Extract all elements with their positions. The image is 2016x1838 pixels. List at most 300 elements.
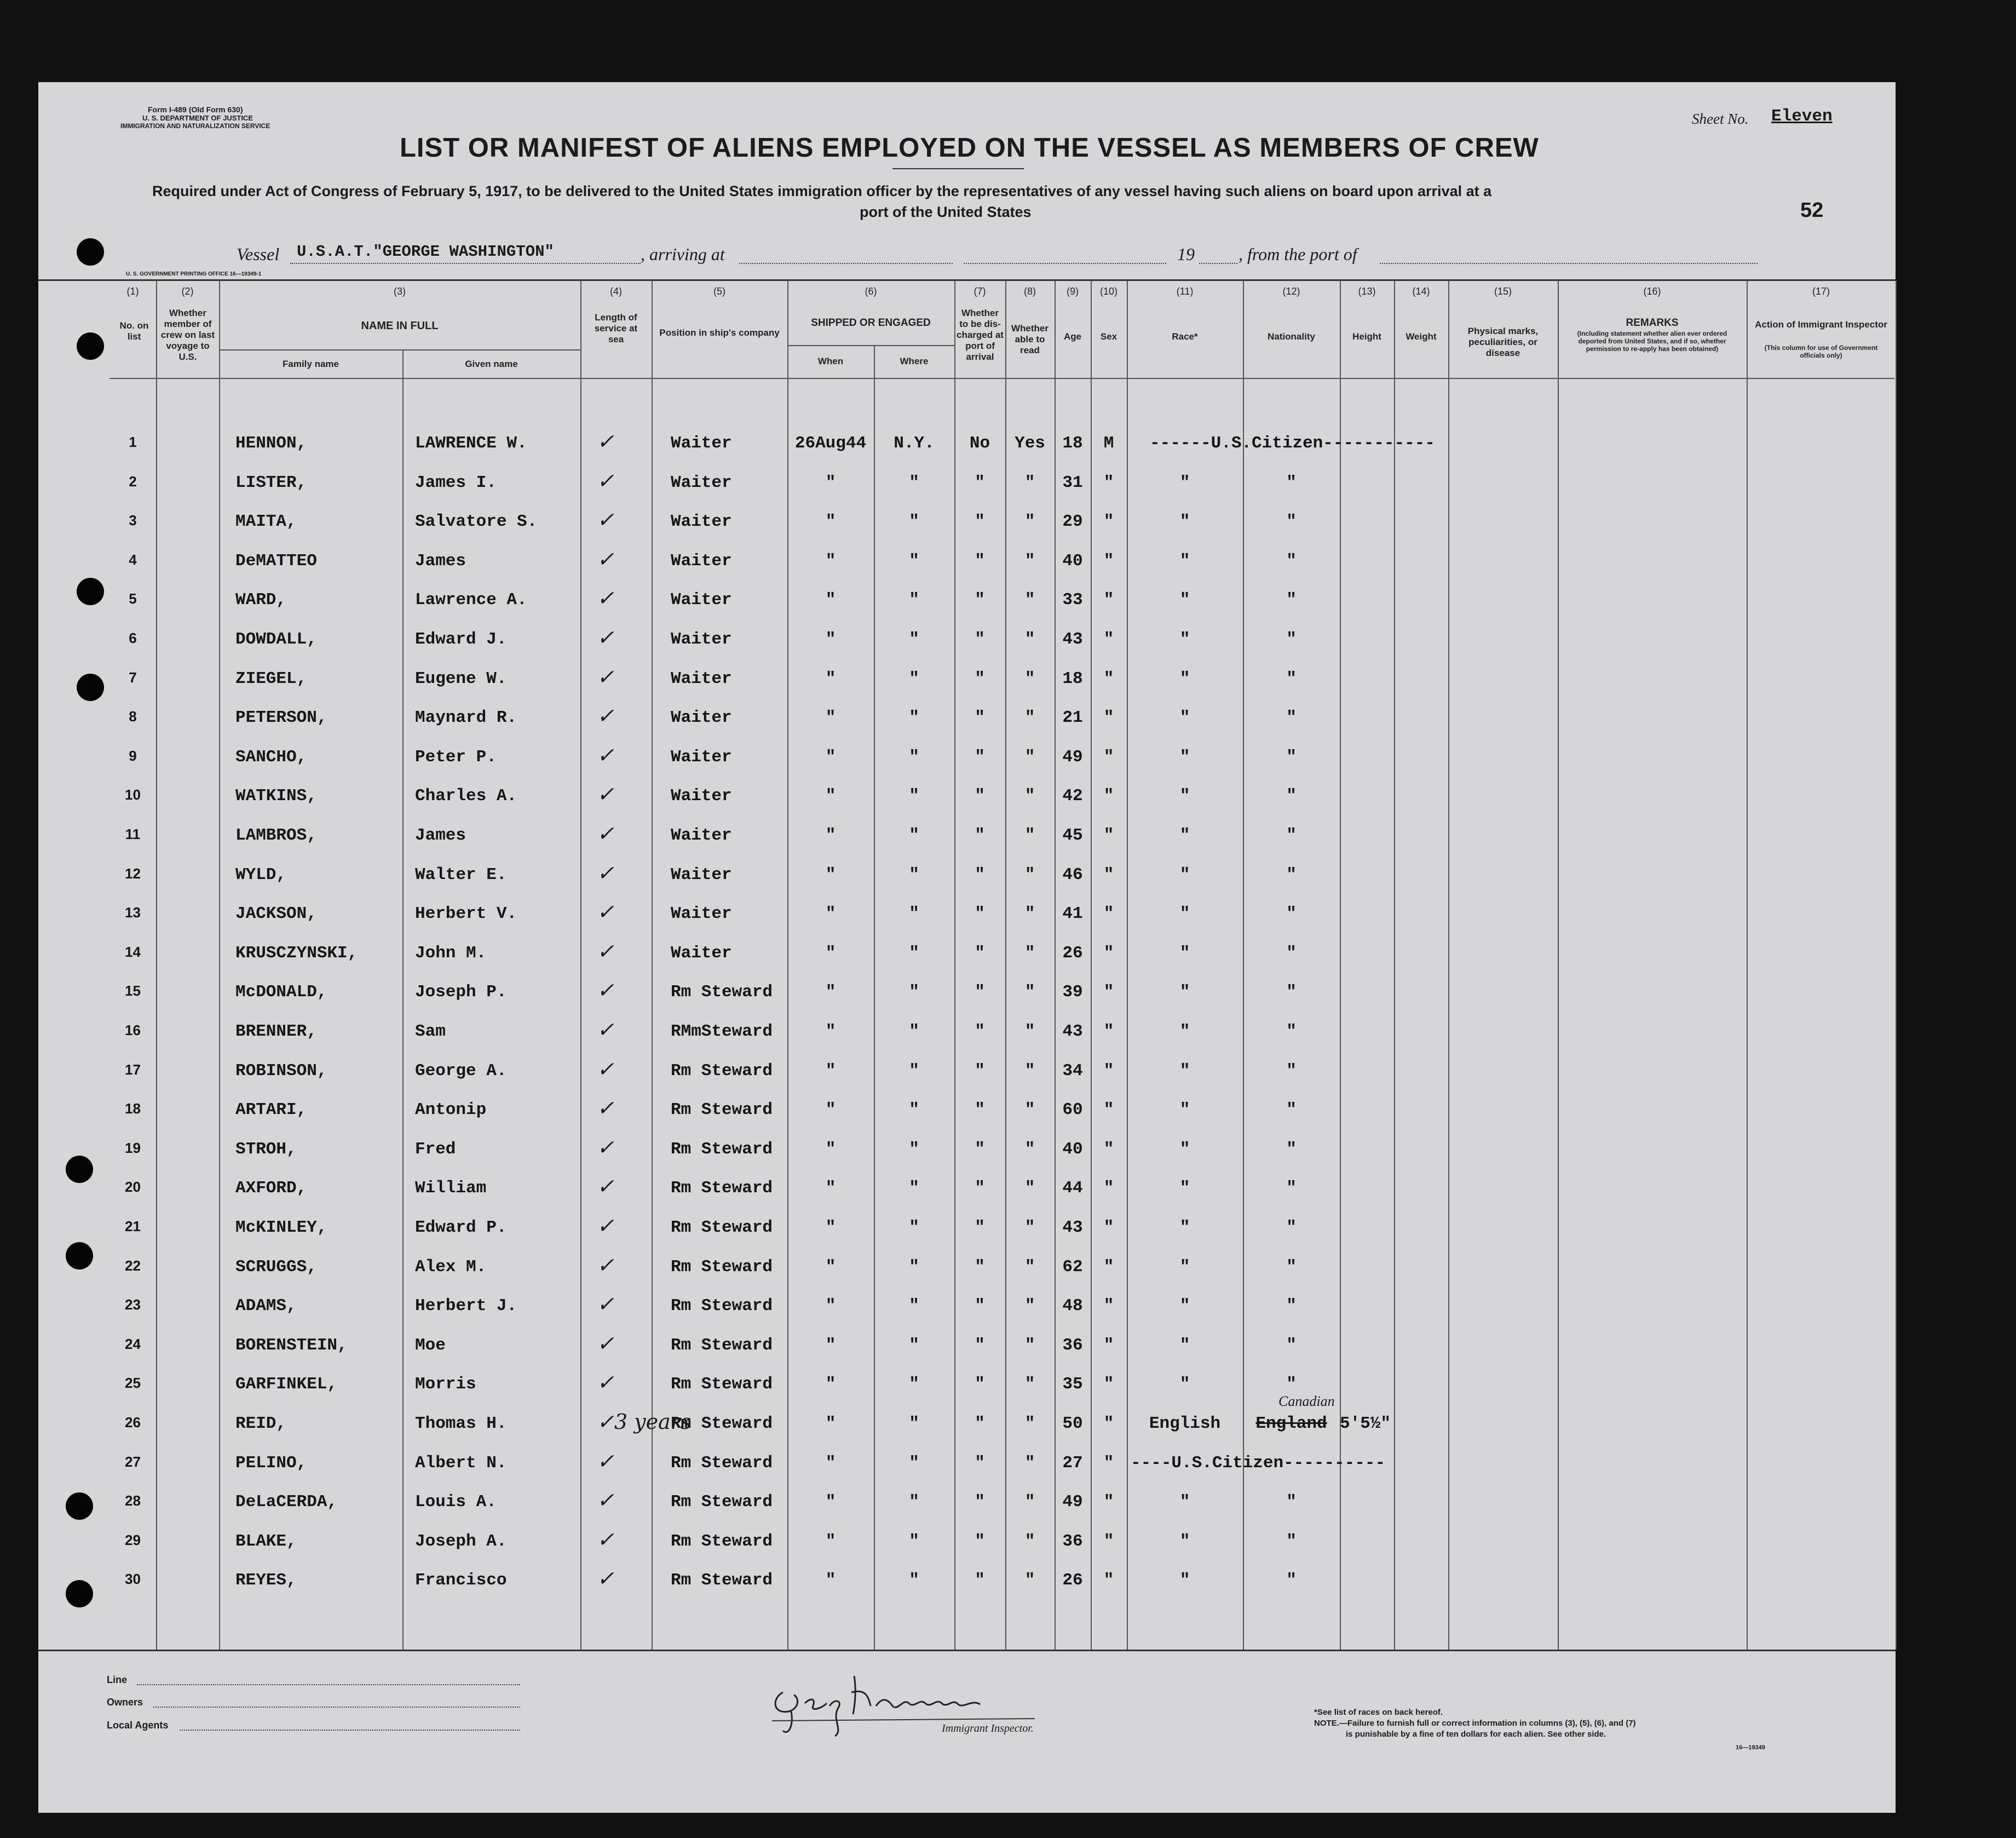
race: " (1179, 748, 1190, 767)
given-name: James (415, 552, 466, 571)
given-name: Francisco (415, 1571, 507, 1590)
column-divider (1448, 280, 1449, 1650)
row-number: 5 (129, 590, 137, 607)
header-length-service: Length of service at sea (594, 312, 638, 344)
position: Waiter (671, 473, 732, 492)
service-check-mark: ✓ (597, 822, 614, 846)
age: 49 (1062, 1492, 1083, 1512)
nationality: " (1286, 826, 1297, 845)
shipped-where: " (909, 1218, 919, 1237)
position: Rm Steward (671, 1336, 773, 1355)
able-to-read: " (1024, 590, 1035, 610)
sex: " (1103, 1336, 1114, 1355)
discharged: " (975, 1257, 985, 1277)
sheet-label: Sheet No. (1692, 111, 1749, 127)
family-name: GARFINKEL, (235, 1375, 338, 1394)
age: 27 (1062, 1454, 1083, 1473)
row-number: 26 (125, 1414, 141, 1431)
age: 29 (1062, 512, 1083, 531)
given-name: Peter P. (415, 748, 497, 767)
family-name: WYLD, (235, 865, 287, 884)
race: " (1179, 512, 1190, 531)
service-check-mark: ✓ (597, 900, 614, 924)
column-divider (219, 280, 220, 1650)
sex: " (1103, 1571, 1114, 1590)
shipped-where: " (909, 552, 919, 571)
given-name: Thomas H. (415, 1414, 507, 1433)
family-name: PETERSON, (235, 708, 327, 727)
discharged: " (975, 1218, 985, 1237)
shipped-when: " (825, 826, 836, 845)
header-when: When (817, 356, 844, 366)
sex: " (1103, 1296, 1114, 1316)
column-number: (4) (610, 286, 622, 297)
able-to-read: " (1024, 669, 1035, 688)
sex: " (1103, 983, 1114, 1002)
family-name: REYES, (235, 1571, 297, 1590)
column-divider (1340, 280, 1341, 1650)
sex: " (1103, 1100, 1114, 1119)
agents-label: Local Agents (107, 1720, 169, 1731)
nationality: " (1286, 904, 1297, 923)
service-check-mark: ✓ (597, 1331, 614, 1355)
shipped-where: " (909, 1375, 919, 1394)
vessel-value: U.S.A.T."GEORGE WASHINGTON" (297, 243, 554, 261)
able-to-read: " (1024, 1179, 1035, 1198)
row-number: 25 (125, 1375, 141, 1391)
sex: " (1103, 630, 1114, 649)
service-check-mark: ✓ (597, 861, 614, 885)
shipped-where: " (909, 1179, 919, 1198)
nationality: " (1286, 1532, 1297, 1551)
discharged: " (975, 1296, 985, 1316)
family-name: McDONALD, (235, 983, 327, 1002)
given-name: James (415, 826, 466, 845)
given-name: Eugene W. (415, 669, 507, 688)
column-number: (11) (1176, 286, 1194, 297)
owners-label: Owners (107, 1697, 143, 1708)
arriving-dotted-line (739, 263, 953, 264)
sex: " (1103, 1179, 1114, 1198)
height: 5'5½" (1340, 1414, 1391, 1433)
discharged: " (975, 904, 985, 923)
shipped-when: " (825, 708, 836, 727)
shipped-when: " (825, 1022, 836, 1041)
shipped-when: " (825, 944, 836, 963)
position: Rm Steward (671, 1414, 773, 1433)
given-name: Antonip (415, 1100, 487, 1119)
family-name: AXFORD, (235, 1179, 307, 1198)
shipped-when: " (825, 1218, 836, 1237)
sex: " (1103, 512, 1114, 531)
column-number: (3) (394, 286, 406, 297)
sex: " (1103, 1022, 1114, 1041)
service-check-mark: ✓ (597, 1214, 614, 1238)
service-check-mark: ✓ (597, 978, 614, 1002)
service-check-mark: ✓ (597, 1566, 614, 1590)
sex: " (1103, 944, 1114, 963)
shipped-where: " (909, 944, 919, 963)
discharged: " (975, 865, 985, 884)
sex: " (1103, 669, 1114, 688)
date-dotted-line (964, 263, 1166, 264)
punch-hole (66, 1156, 93, 1183)
shipped-when: 26Aug44 (794, 434, 867, 453)
column-number: (2) (181, 286, 194, 297)
given-name: George A. (415, 1061, 507, 1081)
race: English (1149, 1414, 1221, 1433)
row-number: 21 (125, 1218, 141, 1234)
position: Waiter (671, 552, 732, 571)
able-to-read: " (1024, 473, 1035, 492)
service-check-mark: ✓ (597, 1292, 614, 1316)
header-bottom-rule (110, 378, 1894, 379)
position: Waiter (671, 708, 732, 727)
service-check-mark: ✓3 years (597, 1410, 692, 1434)
given-name: Herbert V. (415, 904, 517, 923)
punch-hole (77, 674, 104, 701)
family-name: SCRUGGS, (235, 1257, 317, 1277)
family-name: DeLaCERDA, (235, 1492, 338, 1512)
race: " (1179, 786, 1190, 806)
sex: " (1103, 904, 1114, 923)
service-check-mark: ✓ (597, 1370, 614, 1394)
given-name: Alex M. (415, 1257, 487, 1277)
position: Waiter (671, 904, 732, 923)
given-name: James I. (415, 473, 497, 492)
sheet-value: Eleven (1771, 107, 1833, 126)
discharged: " (975, 1061, 985, 1081)
column-number: (13) (1358, 286, 1376, 297)
shipped-where: " (909, 1296, 919, 1316)
department: U. S. DEPARTMENT OF JUSTICE (142, 114, 253, 122)
given-name: Joseph A. (415, 1532, 507, 1551)
given-name: Albert N. (415, 1454, 507, 1473)
discharged: " (975, 473, 985, 492)
shipped-when: " (825, 669, 836, 688)
shipped-when: " (825, 590, 836, 610)
form-code: 16—19349 (1736, 1744, 1765, 1751)
row-number: 7 (129, 669, 137, 686)
column-number: (15) (1494, 286, 1512, 297)
header-physical-marks: Physical marks, peculiarities, or disease (1467, 326, 1539, 358)
row-number: 30 (125, 1571, 141, 1587)
service-check-mark: ✓ (597, 547, 614, 571)
family-name: WATKINS, (235, 786, 317, 806)
failure-note-2: is punishable by a fine of ten dollars for each alien. See other side. (1346, 1730, 1606, 1739)
race: " (1179, 865, 1190, 884)
arriving-label: , arriving at (641, 244, 725, 264)
column-number: (10) (1099, 286, 1118, 297)
sex: " (1103, 1257, 1114, 1277)
punch-hole (66, 1492, 93, 1520)
position: Rm Steward (671, 1061, 773, 1081)
sex: " (1103, 865, 1114, 884)
citizenship-span: ----U.S.Citizen---------- (1131, 1454, 1386, 1473)
shipped-when: " (825, 630, 836, 649)
row-number: 18 (125, 1100, 141, 1117)
nationality: " (1286, 1100, 1297, 1119)
header-action-note: (This column for use of Government officials only) (1764, 344, 1878, 359)
service-check-mark: ✓ (597, 782, 614, 806)
row-number: 24 (125, 1336, 141, 1352)
position: Rm Steward (671, 1100, 773, 1119)
able-to-read: " (1024, 786, 1035, 806)
family-name: ADAMS, (235, 1296, 297, 1316)
shipped-when: " (825, 1532, 836, 1551)
able-to-read: " (1024, 944, 1035, 963)
nationality: " (1286, 1179, 1297, 1198)
service-check-mark: ✓ (597, 586, 614, 610)
page-number: 52 (1800, 199, 1824, 222)
shipped-when: " (825, 1375, 836, 1394)
able-to-read: " (1024, 1257, 1035, 1277)
position: Rm Steward (671, 1454, 773, 1473)
race: " (1179, 630, 1190, 649)
age: 48 (1062, 1296, 1083, 1316)
shipped-where: N.Y. (894, 434, 935, 453)
title-underline (892, 168, 1024, 169)
discharged: " (975, 1140, 985, 1159)
able-to-read: " (1024, 826, 1035, 845)
row-number: 2 (129, 473, 137, 490)
given-name: Maynard R. (415, 708, 517, 727)
header-where: Where (900, 356, 929, 366)
shipped-where: " (909, 1454, 919, 1473)
position: Waiter (671, 590, 732, 610)
row-number: 17 (125, 1061, 141, 1078)
position: Rm Steward (671, 1492, 773, 1512)
given-name: Herbert J. (415, 1296, 517, 1316)
punch-hole (77, 332, 104, 360)
given-name: Salvatore S. (415, 512, 538, 531)
service-check-mark: ✓ (597, 704, 614, 728)
service-check-mark: ✓ (597, 665, 614, 689)
given-name: Joseph P. (415, 983, 507, 1002)
inspector-label: Immigrant Inspector. (942, 1722, 1034, 1734)
shipped-where: " (909, 1257, 919, 1277)
discharged: " (975, 1414, 985, 1433)
nationality: " (1286, 1022, 1297, 1041)
given-name: Edward P. (415, 1218, 507, 1237)
from-port-label: , from the port of (1239, 244, 1357, 264)
service-check-mark: ✓ (597, 743, 614, 767)
age: 43 (1062, 1218, 1083, 1237)
shipped-when: " (825, 1454, 836, 1473)
family-name: REID, (235, 1414, 287, 1433)
service-check-mark: ✓ (597, 1135, 614, 1159)
header-remarks: REMARKS (1626, 317, 1679, 329)
form-number: Form I-489 (Old Form 630) (148, 105, 243, 114)
race: " (1179, 1179, 1190, 1198)
shipped-when: " (825, 748, 836, 767)
position: Waiter (671, 826, 732, 845)
service-check-mark: ✓ (597, 1253, 614, 1277)
row-number: 6 (129, 630, 137, 646)
header-no-on-list: No. on list (119, 320, 149, 342)
column-divider (1896, 280, 1897, 1650)
age: 36 (1062, 1532, 1083, 1551)
header-action: Action of Immigrant Inspector (1755, 319, 1887, 330)
given-name: Walter E. (415, 865, 507, 884)
row-number: 29 (125, 1532, 141, 1548)
age: 18 (1062, 669, 1083, 688)
able-to-read: " (1024, 865, 1035, 884)
races-note: *See list of races on back hereof. (1314, 1708, 1443, 1717)
race: " (1179, 904, 1190, 923)
year-dotted-line (1199, 263, 1237, 264)
able-to-read: " (1024, 1296, 1035, 1316)
nationality: " (1286, 1571, 1297, 1590)
service-check-mark: ✓ (597, 1057, 614, 1081)
age: 43 (1062, 1022, 1083, 1041)
age: 43 (1062, 630, 1083, 649)
punch-hole (66, 1580, 93, 1607)
agents-dotted-line (180, 1730, 520, 1731)
sex: " (1103, 786, 1114, 806)
able-to-read: " (1024, 552, 1035, 571)
shipped-where: " (909, 1532, 919, 1551)
sex: " (1103, 1532, 1114, 1551)
column-number: (1) (126, 286, 139, 297)
shipped-where: " (909, 669, 919, 688)
discharged: " (975, 1492, 985, 1512)
given-name: Charles A. (415, 786, 517, 806)
able-to-read: " (1024, 1492, 1035, 1512)
shipped-where: " (909, 708, 919, 727)
discharged: " (975, 1532, 985, 1551)
shipped-when: " (825, 1140, 836, 1159)
age: 44 (1062, 1179, 1083, 1198)
column-number: (16) (1643, 286, 1661, 297)
row-number: 3 (129, 512, 137, 529)
service-check-mark: ✓ (597, 469, 614, 493)
header-nationality: Nationality (1268, 331, 1315, 342)
row-number: 28 (125, 1492, 141, 1509)
row-number: 23 (125, 1296, 141, 1313)
header-remarks-note: (Including statement whether alien ever ordered deported from United States, and if so, whether permission to re-apply has been obtained) (1577, 330, 1727, 353)
discharged: " (975, 1336, 985, 1355)
shipped-when: " (825, 552, 836, 571)
shipped-where: " (909, 786, 919, 806)
able-to-read: " (1024, 983, 1035, 1002)
discharged: " (975, 552, 985, 571)
sex: " (1103, 1375, 1114, 1394)
nationality: " (1286, 512, 1297, 531)
discharged: No (969, 434, 990, 453)
age: 36 (1062, 1336, 1083, 1355)
port-dotted-line (1380, 263, 1758, 264)
nationality: " (1286, 1257, 1297, 1277)
able-to-read: " (1024, 1336, 1035, 1355)
shipped-where: " (909, 630, 919, 649)
column-number: (7) (974, 286, 986, 297)
shipped-when: " (825, 1179, 836, 1198)
position: Waiter (671, 434, 732, 453)
shipped-where: " (909, 826, 919, 845)
column-divider (402, 349, 404, 1650)
nationality: " (1286, 944, 1297, 963)
age: 18 (1062, 434, 1083, 453)
column-number: (9) (1067, 286, 1079, 297)
shipped-when: " (825, 473, 836, 492)
column-divider (1394, 280, 1395, 1650)
able-to-read: " (1024, 1375, 1035, 1394)
shipped-when: " (825, 1414, 836, 1433)
column-number: (8) (1024, 286, 1036, 297)
given-name: William (415, 1179, 487, 1198)
shipped-where: " (909, 1571, 919, 1590)
nationality: " (1286, 552, 1297, 571)
column-divider (580, 280, 581, 1650)
race: " (1179, 1022, 1190, 1041)
printer-line: U. S. GOVERNMENT PRINTING OFFICE 16—19349-1 (126, 271, 262, 277)
race: " (1179, 1375, 1190, 1394)
race: " (1179, 1100, 1190, 1119)
year-label: 19 (1177, 244, 1195, 264)
family-name: STROH, (235, 1140, 297, 1159)
shipped-when: " (825, 786, 836, 806)
given-name: Morris (415, 1375, 476, 1394)
given-name: Sam (415, 1022, 446, 1041)
discharged: " (975, 512, 985, 531)
nationality: " (1286, 1296, 1297, 1316)
nationality: " (1286, 1061, 1297, 1081)
column-divider (1558, 280, 1559, 1650)
age: 34 (1062, 1061, 1083, 1081)
column-number: (12) (1282, 286, 1300, 297)
age: 33 (1062, 590, 1083, 610)
header-family-name: Family name (283, 359, 339, 369)
age: 26 (1062, 944, 1083, 963)
header-shipped-engaged: SHIPPED OR ENGAGED (811, 317, 931, 329)
row-number: 4 (129, 552, 137, 568)
race: " (1179, 1218, 1190, 1237)
header-age: Age (1063, 331, 1082, 342)
able-to-read: " (1024, 630, 1035, 649)
discharged: " (975, 1100, 985, 1119)
service-name: IMMIGRATION AND NATURALIZATION SERVICE (120, 122, 270, 130)
discharged: " (975, 630, 985, 649)
shipped-where: " (909, 473, 919, 492)
able-to-read: " (1024, 1061, 1035, 1081)
position: Waiter (671, 786, 732, 806)
shipped-when: " (825, 1257, 836, 1277)
race: " (1179, 708, 1190, 727)
shipped-where: " (909, 983, 919, 1002)
owners-dotted-line (153, 1707, 520, 1708)
age: 49 (1062, 748, 1083, 767)
position: Waiter (671, 748, 732, 767)
discharged: " (975, 590, 985, 610)
shipped-where: " (909, 1414, 919, 1433)
column-divider (652, 280, 653, 1650)
row-number: 15 (125, 983, 141, 999)
age: 39 (1062, 983, 1083, 1002)
family-name: DeMATTEO (235, 552, 317, 571)
nationality: " (1286, 1492, 1297, 1512)
sex: " (1103, 748, 1114, 767)
sex: " (1103, 1492, 1114, 1512)
age: 35 (1062, 1375, 1083, 1394)
race: " (1179, 944, 1190, 963)
able-to-read: " (1024, 1454, 1035, 1473)
position: Rm Steward (671, 1218, 773, 1237)
subtitle-line-1: Required under Act of Congress of February 5, 1917, to be delivered to the United States immigration officer by the representatives of any vessel having such aliens on board upon arrival at a (152, 183, 1492, 199)
race: " (1179, 1571, 1190, 1590)
family-name: BLAKE, (235, 1532, 297, 1551)
able-to-read: " (1024, 904, 1035, 923)
